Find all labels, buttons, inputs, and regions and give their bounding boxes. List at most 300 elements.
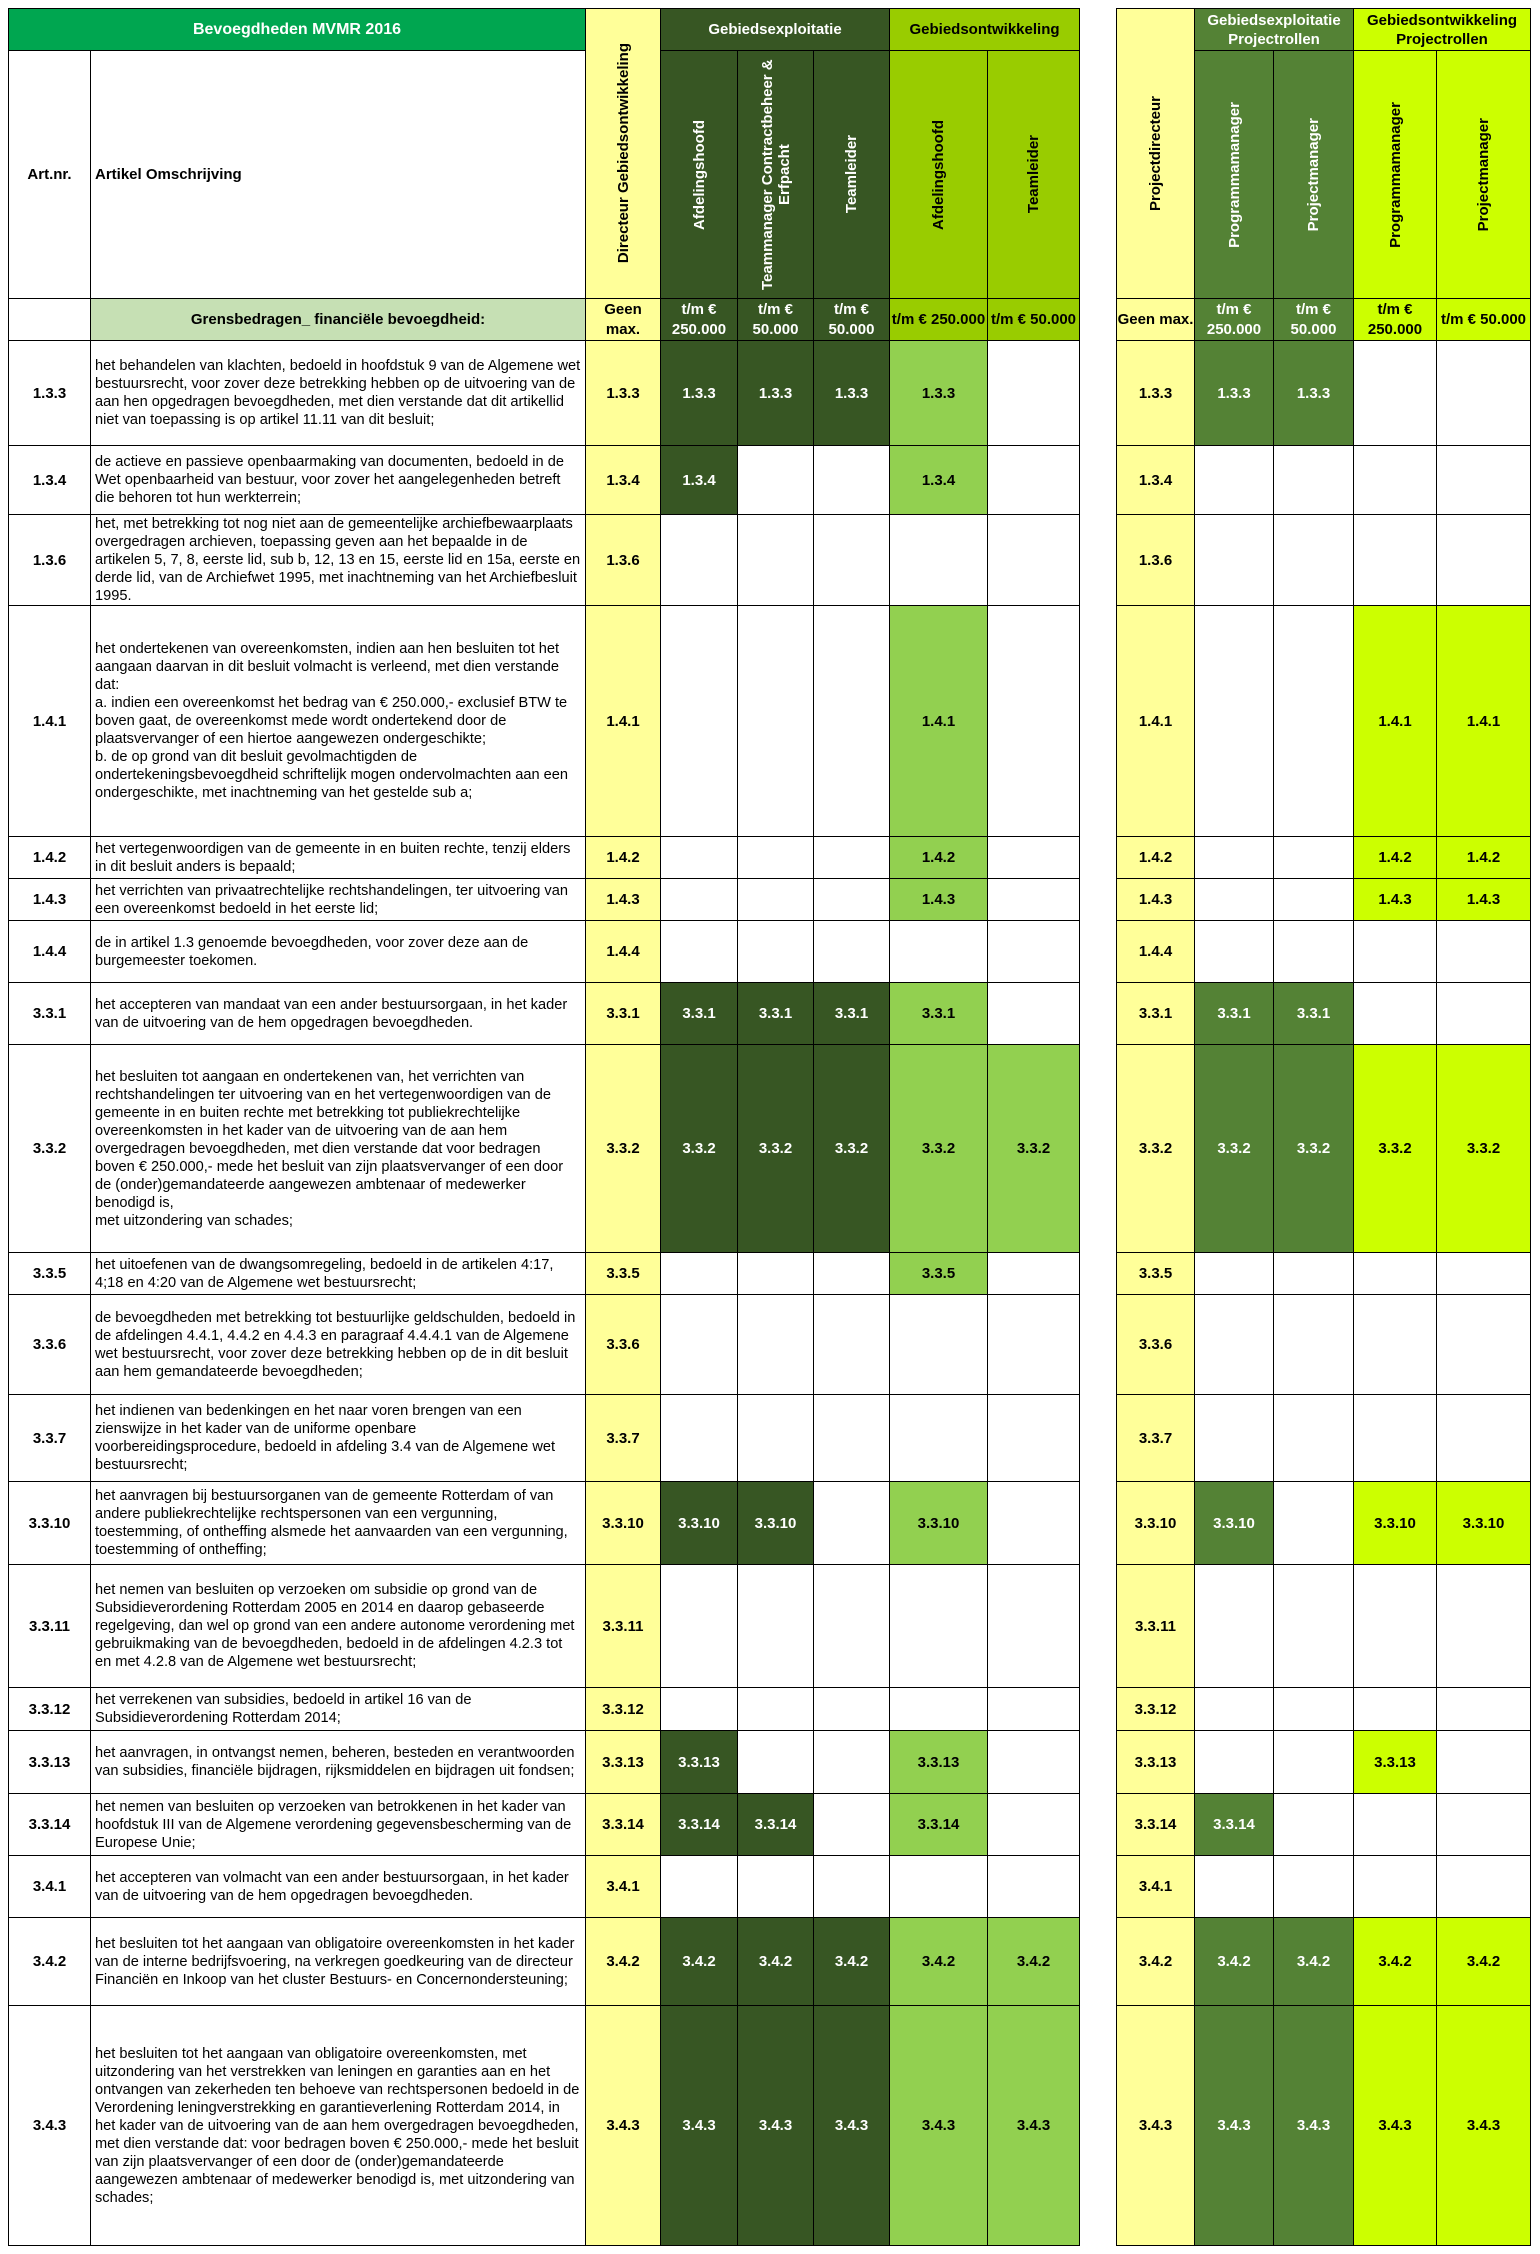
row-description xyxy=(90,2005,586,2246)
row-art-nr xyxy=(8,982,91,1045)
authority-cell xyxy=(1116,340,1195,446)
group-header-label: Gebiedsexploitatie xyxy=(708,21,842,38)
empty-cell xyxy=(1436,1793,1531,1856)
authority-code: 3.4.3 xyxy=(1296,2117,1331,2134)
authority-code: 3.3.10 xyxy=(1374,1514,1416,1532)
art-nr: 1.4.2 xyxy=(32,849,67,866)
authority-cell xyxy=(1116,1687,1195,1731)
empty-cell xyxy=(987,1394,1080,1482)
row-art-nr xyxy=(8,878,91,921)
empty-cell xyxy=(1194,1687,1274,1731)
authority-cell xyxy=(1116,1730,1195,1794)
empty-cell xyxy=(1353,1793,1437,1856)
empty-cell xyxy=(660,920,738,983)
art-nr: 3.3.11 xyxy=(29,1617,70,1635)
authority-cell xyxy=(1436,2005,1531,2246)
row-art-nr xyxy=(8,1730,91,1794)
authority-code: 3.3.10 xyxy=(754,1514,797,1532)
authority-code: 3.4.3 xyxy=(1138,2117,1173,2134)
authority-cell xyxy=(1436,1044,1531,1253)
authority-cell xyxy=(585,1294,661,1395)
empty-cell xyxy=(1436,445,1531,515)
limit-cell xyxy=(1116,298,1195,341)
empty-cell xyxy=(660,1394,738,1482)
authority-code: 3.3.12 xyxy=(602,1700,644,1718)
authority-code: 1.3.3 xyxy=(921,384,956,402)
title-cell xyxy=(8,8,586,51)
empty-cell xyxy=(660,1687,738,1731)
authority-code: 3.3.7 xyxy=(606,1429,640,1447)
empty-cell xyxy=(813,1481,890,1565)
art-nr: 3.3.7 xyxy=(32,1429,67,1447)
authority-code: 3.3.14 xyxy=(917,1816,960,1833)
row-art-nr xyxy=(8,1252,91,1295)
authority-cell xyxy=(585,514,661,606)
empty-cell xyxy=(987,340,1080,446)
empty-cell xyxy=(813,1687,890,1731)
authority-cell xyxy=(1194,1793,1274,1856)
authority-code: 3.3.14 xyxy=(1213,1816,1255,1833)
empty-cell xyxy=(1194,920,1274,983)
authority-cell xyxy=(1116,1394,1195,1482)
empty-cell xyxy=(813,920,890,983)
authority-cell xyxy=(1436,878,1531,921)
row-art-nr xyxy=(8,836,91,879)
column-header xyxy=(1353,50,1437,299)
authority-code: 3.3.2 xyxy=(1296,1140,1331,1157)
authority-code: 3.3.1 xyxy=(758,1005,793,1022)
authority-code: 1.3.4 xyxy=(921,471,956,489)
authority-cell xyxy=(1273,1917,1354,2006)
row-description xyxy=(90,514,586,606)
authority-cell xyxy=(889,2005,988,2246)
empty-cell xyxy=(1194,878,1274,921)
authority-code: 3.4.2 xyxy=(1466,1953,1501,1970)
authority-code: 1.3.4 xyxy=(1138,471,1173,489)
row-art-nr xyxy=(8,920,91,983)
omschrijving-label: Artikel Omschrijving xyxy=(95,166,242,183)
authority-code: 3.3.12 xyxy=(1134,1700,1177,1718)
column-header-label: Teammanager Contractbeheer & Erfpacht xyxy=(758,59,793,290)
column-header xyxy=(813,50,890,299)
column-header-label: Programmamanager xyxy=(1386,101,1404,248)
authority-code: 3.3.2 xyxy=(921,1140,956,1157)
limit-cell xyxy=(889,298,988,341)
authority-cell xyxy=(737,1044,814,1253)
group-header-label: Gebiedsexploitatie Projectrollen xyxy=(1207,11,1341,48)
authority-code: 3.3.14 xyxy=(1134,1816,1177,1833)
column-header xyxy=(987,50,1080,299)
authority-cell xyxy=(1116,1044,1195,1253)
article-description: het besluiten tot het aangaan van obligatoire overeenkomsten, met uitzondering van het verstrekken van leningen en garanties aan en het ontvangen van zekerheden ten behoeve van rechtspersonen bedoeld in de Verordening leningverstrekking en garantieverlening Rotterdam 2014, in het kader van de uitvoering van de aan hem overgedragen bevoegdheden, met dien verstande dat: voor bedragen boven € 250.000,- mede het besluit van zijn plaatsvervanger of een door de (onder)gemandateerde aangewezen ambtenaar of medewerker benodigd is, met uitzondering van schades; xyxy=(95,2045,580,2206)
article-description: het uitoefenen van de dwangsomregeling, bedoeld in de artikelen 4:17, 4;18 en 4:20 van de Algemene wet bestuursrecht; xyxy=(95,1256,554,1291)
authority-code: 1.4.1 xyxy=(921,712,956,730)
empty-cell xyxy=(987,1793,1080,1856)
empty-cell xyxy=(1353,340,1437,446)
authority-code: 3.3.6 xyxy=(606,1336,640,1353)
authority-cell xyxy=(585,1687,661,1731)
authority-code: 1.4.3 xyxy=(1466,891,1501,908)
row-art-nr xyxy=(8,1294,91,1395)
authority-code: 3.3.11 xyxy=(1135,1617,1176,1635)
empty-cell xyxy=(1436,1394,1531,1482)
row-art-nr xyxy=(8,1917,91,2006)
authority-code: 3.3.1 xyxy=(921,1005,956,1022)
column-header xyxy=(1436,50,1531,299)
empty-cell xyxy=(813,836,890,879)
empty-cell xyxy=(1273,1294,1354,1395)
empty-cell xyxy=(987,1481,1080,1565)
authority-code: 3.3.2 xyxy=(1138,1140,1173,1157)
limit-label: t/m € 250.000 xyxy=(891,310,986,328)
authority-cell xyxy=(1116,982,1195,1045)
authority-cell xyxy=(1353,2005,1437,2246)
empty-cell xyxy=(889,920,988,983)
authority-code: 3.3.13 xyxy=(602,1753,644,1771)
art-nr: 3.3.5 xyxy=(32,1265,67,1282)
limit-cell xyxy=(813,298,890,341)
authority-code: 3.3.1 xyxy=(1296,1005,1331,1022)
authority-code: 1.3.3 xyxy=(606,384,640,402)
authority-code: 3.4.2 xyxy=(1138,1953,1173,1970)
authority-cell xyxy=(889,1730,988,1794)
authority-cell xyxy=(585,2005,661,2246)
empty-cell xyxy=(737,1855,814,1918)
row-art-nr xyxy=(8,340,91,446)
column-header-label: Projectmanager xyxy=(1475,117,1492,232)
authority-cell xyxy=(813,1044,890,1253)
empty-cell xyxy=(987,1294,1080,1395)
row-description xyxy=(90,340,586,446)
authority-cell xyxy=(1116,445,1195,515)
authority-code: 3.4.3 xyxy=(1378,2117,1412,2134)
empty-cell xyxy=(889,1564,988,1688)
authority-code: 3.3.2 xyxy=(1466,1140,1501,1157)
limit-cell xyxy=(1194,298,1274,341)
authority-cell xyxy=(585,1394,661,1482)
authority-cell xyxy=(660,445,738,515)
row-art-nr xyxy=(8,2005,91,2246)
authority-cell xyxy=(1194,1044,1274,1253)
limit-cell xyxy=(1273,298,1354,341)
authority-code: 3.3.14 xyxy=(754,1816,797,1833)
empty-cell xyxy=(737,1394,814,1482)
column-header xyxy=(660,50,738,299)
authority-cell xyxy=(889,605,988,837)
art-nr: 3.3.12 xyxy=(28,1700,71,1718)
authority-cell xyxy=(1194,982,1274,1045)
authority-code: 3.4.1 xyxy=(606,1878,640,1895)
limit-label: t/m € 50.000 xyxy=(1290,300,1337,338)
row-description xyxy=(90,1564,586,1688)
empty-cell xyxy=(1436,1294,1531,1395)
authority-cell xyxy=(585,1481,661,1565)
art-nr-header xyxy=(8,50,91,299)
row-description xyxy=(90,878,586,921)
row-description xyxy=(90,982,586,1045)
limit-label: t/m € 50.000 xyxy=(990,310,1077,328)
authority-code: 3.4.3 xyxy=(834,2117,869,2134)
authority-code: 3.4.2 xyxy=(1378,1953,1412,1970)
article-description: het accepteren van mandaat van een ander bestuursorgaan, in het kader van de uitvoering van de hem opgedragen bevoegdheden. xyxy=(95,996,568,1031)
authority-code: 1.3.3 xyxy=(1296,384,1331,402)
empty-cell xyxy=(737,878,814,921)
empty-cell xyxy=(1273,445,1354,515)
authority-cell xyxy=(1116,1855,1195,1918)
empty-cell xyxy=(1273,1730,1354,1794)
authority-cell xyxy=(660,982,738,1045)
empty-cell xyxy=(1273,1252,1354,1295)
empty-cell xyxy=(1353,1252,1437,1295)
empty-cell xyxy=(1194,1394,1274,1482)
article-description: het behandelen van klachten, bedoeld in hoofdstuk 9 van de Algemene wet bestuursrecht, voor zover deze betrekking hebben op de uitvoering van de aan hen opgedragen bevoegdheden, met dien verstande dat dit artikellid niet van toepassing is op artikel 11.11 van dit besluit; xyxy=(95,358,581,428)
empty-cell xyxy=(660,1252,738,1295)
empty-cell xyxy=(737,836,814,879)
authority-code: 1.4.2 xyxy=(1466,849,1501,866)
authority-code: 1.3.3 xyxy=(1138,384,1173,402)
limit-label: t/m € 250.000 xyxy=(1367,300,1423,338)
row-description xyxy=(90,605,586,837)
authority-cell xyxy=(1116,1917,1195,2006)
authority-cell xyxy=(889,1481,988,1565)
empty-cell xyxy=(987,878,1080,921)
empty-cell xyxy=(1436,514,1531,606)
page-title: Bevoegdheden MVMR 2016 xyxy=(192,20,402,38)
authority-code: 3.3.5 xyxy=(1138,1265,1173,1282)
art-nr: 3.3.6 xyxy=(32,1336,67,1353)
authority-code: 3.3.13 xyxy=(1374,1753,1416,1771)
authority-code: 3.3.6 xyxy=(1138,1336,1173,1353)
empty-cell xyxy=(1353,1394,1437,1482)
row-description xyxy=(90,1687,586,1731)
authority-code: 3.3.14 xyxy=(602,1816,644,1833)
row-art-nr xyxy=(8,1394,91,1482)
art-nr: 1.3.4 xyxy=(32,471,67,489)
authority-code: 3.4.2 xyxy=(1217,1953,1251,1970)
authority-code: 3.3.2 xyxy=(1378,1140,1412,1157)
authority-code: 1.4.3 xyxy=(1138,891,1173,908)
authority-cell xyxy=(737,982,814,1045)
empty-cell xyxy=(737,514,814,606)
art-nr: 3.3.2 xyxy=(32,1140,67,1157)
authority-code: 3.3.1 xyxy=(834,1005,869,1022)
empty-cell xyxy=(1194,445,1274,515)
art-nr: 3.3.13 xyxy=(28,1753,71,1771)
row-description xyxy=(90,1855,586,1918)
empty-cell xyxy=(813,878,890,921)
authority-code: 3.3.13 xyxy=(1134,1753,1177,1771)
art-nr: 1.4.3 xyxy=(32,891,67,908)
authority-code: 3.3.1 xyxy=(606,1005,640,1022)
article-description: de actieve en passieve openbaarmaking van documenten, bedoeld in de Wet openbaarheid van bestuur, voor zover het aangelegenheden betreft die behoren tot hun werkterrein; xyxy=(95,454,564,506)
authority-cell xyxy=(585,878,661,921)
empty-cell xyxy=(737,1564,814,1688)
authority-cell xyxy=(1194,1481,1274,1565)
column-header xyxy=(737,50,814,299)
limit-label: t/m € 50.000 xyxy=(828,300,875,338)
column-header-label: Teamleider xyxy=(843,135,860,214)
authority-cell xyxy=(660,2005,738,2246)
empty-cell xyxy=(1353,920,1437,983)
authority-code: 3.4.3 xyxy=(1217,2117,1251,2134)
article-description: het besluiten tot het aangaan van obligatoire overeenkomsten in het kader van de interne bedrijfsvoering, na verkregen goedkeuring van de directeur Financiën en Inkoop van het cluster Bestuurs- en Concernondersteuning; xyxy=(95,1935,575,1988)
empty-cell xyxy=(1436,1730,1531,1794)
column-header xyxy=(889,50,988,299)
authority-code: 3.4.3 xyxy=(1466,2117,1501,2134)
empty-cell xyxy=(813,1730,890,1794)
empty-cell xyxy=(813,1294,890,1395)
row-art-nr xyxy=(8,1481,91,1565)
empty-cell xyxy=(813,605,890,837)
authority-code: 3.3.2 xyxy=(758,1140,793,1157)
authority-cell xyxy=(1353,1917,1437,2006)
empty-cell xyxy=(889,1687,988,1731)
authority-cell xyxy=(585,1252,661,1295)
authority-cell xyxy=(1273,340,1354,446)
authority-code: 1.3.3 xyxy=(1217,384,1251,402)
column-header xyxy=(1116,8,1195,299)
authority-cell xyxy=(1194,340,1274,446)
empty-cell xyxy=(1353,514,1437,606)
empty-cell xyxy=(1194,836,1274,879)
authority-cell xyxy=(1436,836,1531,879)
authority-code: 3.3.10 xyxy=(678,1514,720,1532)
authority-cell xyxy=(889,878,988,921)
authority-cell xyxy=(1353,1730,1437,1794)
empty-cell xyxy=(1436,1687,1531,1731)
authority-code: 1.3.3 xyxy=(834,384,869,402)
column-header-label: Teamleider xyxy=(1025,135,1042,214)
authority-cell xyxy=(889,982,988,1045)
authority-cell xyxy=(1353,878,1437,921)
authority-code: 1.4.1 xyxy=(606,712,640,730)
authority-cell xyxy=(1436,1481,1531,1565)
empty-cell xyxy=(987,445,1080,515)
authority-code: 3.4.2 xyxy=(834,1953,869,1970)
authority-cell xyxy=(737,1481,814,1565)
empty-cell xyxy=(660,836,738,879)
authority-cell xyxy=(813,340,890,446)
column-header-label: Programmamanager xyxy=(1225,101,1243,248)
row-description xyxy=(90,1793,586,1856)
authority-cell xyxy=(1273,2005,1354,2246)
limit-label: t/m € 50.000 xyxy=(752,300,799,338)
authority-code: 3.4.2 xyxy=(682,1953,716,1970)
article-description: het vertegenwoordigen van de gemeente in en buiten rechte, tenzij elders in dit besluit anders is bepaald; xyxy=(95,840,571,875)
empty-cell xyxy=(889,514,988,606)
empty-cell xyxy=(987,920,1080,983)
empty-cell xyxy=(1273,1687,1354,1731)
art-nr: 1.3.6 xyxy=(32,551,67,569)
limits-blank-cell xyxy=(8,298,91,341)
empty-cell xyxy=(1353,982,1437,1045)
empty-cell xyxy=(813,1394,890,1482)
column-header xyxy=(585,8,661,299)
empty-cell xyxy=(1273,1564,1354,1688)
empty-cell xyxy=(1194,1564,1274,1688)
authority-code: 3.3.1 xyxy=(1217,1005,1251,1022)
authority-cell xyxy=(585,445,661,515)
row-art-nr xyxy=(8,1044,91,1253)
authority-cell xyxy=(737,2005,814,2246)
authority-code: 3.4.2 xyxy=(758,1953,793,1970)
row-art-nr xyxy=(8,1564,91,1688)
art-nr: 1.3.3 xyxy=(32,384,67,402)
authority-code: 3.4.3 xyxy=(682,2117,716,2134)
authority-cell xyxy=(660,1793,738,1856)
empty-cell xyxy=(1194,514,1274,606)
empty-cell xyxy=(1273,605,1354,837)
authority-cell xyxy=(585,1564,661,1688)
empty-cell xyxy=(1194,1730,1274,1794)
row-art-nr xyxy=(8,1793,91,1856)
limit-label: t/m € 250.000 xyxy=(671,300,727,338)
empty-cell xyxy=(660,1294,738,1395)
empty-cell xyxy=(1353,1294,1437,1395)
empty-cell xyxy=(987,1730,1080,1794)
authority-code: 3.3.10 xyxy=(1462,1514,1505,1532)
empty-cell xyxy=(889,1855,988,1918)
authority-cell xyxy=(737,1793,814,1856)
authority-code: 3.3.2 xyxy=(682,1140,716,1157)
article-description: het verrichten van privaatrechtelijke rechtshandelingen, ter uitvoering van een overeenkomst bedoeld in het eerste lid; xyxy=(95,882,568,917)
authority-code: 3.3.13 xyxy=(917,1753,960,1771)
article-description: het nemen van besluiten op verzoeken van betrokkenen in het kader van hoofdstuk III van de Algemene verordening gegevensbescherming van de Europese Unie; xyxy=(95,1798,572,1851)
empty-cell xyxy=(813,1252,890,1295)
limit-cell xyxy=(737,298,814,341)
art-nr: 3.3.1 xyxy=(32,1005,67,1022)
authority-code: 3.3.10 xyxy=(602,1514,644,1532)
article-description: het accepteren van volmacht van een ander bestuursorgaan, in het kader van de uitvoering van de hem opgedragen bevoegdheden. xyxy=(95,1869,569,1904)
empty-cell xyxy=(737,920,814,983)
authority-code: 3.4.2 xyxy=(1016,1953,1051,1970)
authority-code: 3.4.3 xyxy=(606,2117,640,2134)
authority-cell xyxy=(585,1917,661,2006)
empty-cell xyxy=(1436,1564,1531,1688)
omschrijving-header xyxy=(90,50,586,299)
authority-cell xyxy=(889,1793,988,1856)
empty-cell xyxy=(987,1564,1080,1688)
row-art-nr xyxy=(8,514,91,606)
authority-code: 3.4.2 xyxy=(1296,1953,1331,1970)
authority-code: 1.4.2 xyxy=(606,849,640,866)
row-description xyxy=(90,1481,586,1565)
empty-cell xyxy=(660,605,738,837)
authority-code: 1.3.3 xyxy=(758,384,793,402)
authority-cell xyxy=(585,340,661,446)
empty-cell xyxy=(1273,1481,1354,1565)
authority-code: 1.3.3 xyxy=(682,384,716,402)
authority-code: 3.4.3 xyxy=(921,2117,956,2134)
authority-code: 3.3.2 xyxy=(606,1140,640,1157)
empty-cell xyxy=(1436,340,1531,446)
art-nr: 1.4.1 xyxy=(32,712,67,730)
empty-cell xyxy=(737,445,814,515)
authority-code: 1.4.4 xyxy=(1138,943,1173,960)
empty-cell xyxy=(1194,1294,1274,1395)
authority-code: 1.3.6 xyxy=(1138,551,1173,569)
row-art-nr xyxy=(8,445,91,515)
group-header xyxy=(660,8,890,51)
authority-code: 3.3.1 xyxy=(682,1005,716,1022)
empty-cell xyxy=(660,1564,738,1688)
group-header xyxy=(1194,8,1354,51)
authority-cell xyxy=(1194,2005,1274,2246)
limit-cell xyxy=(585,298,661,341)
authority-cell xyxy=(660,1730,738,1794)
empty-cell xyxy=(987,1855,1080,1918)
empty-cell xyxy=(1273,514,1354,606)
